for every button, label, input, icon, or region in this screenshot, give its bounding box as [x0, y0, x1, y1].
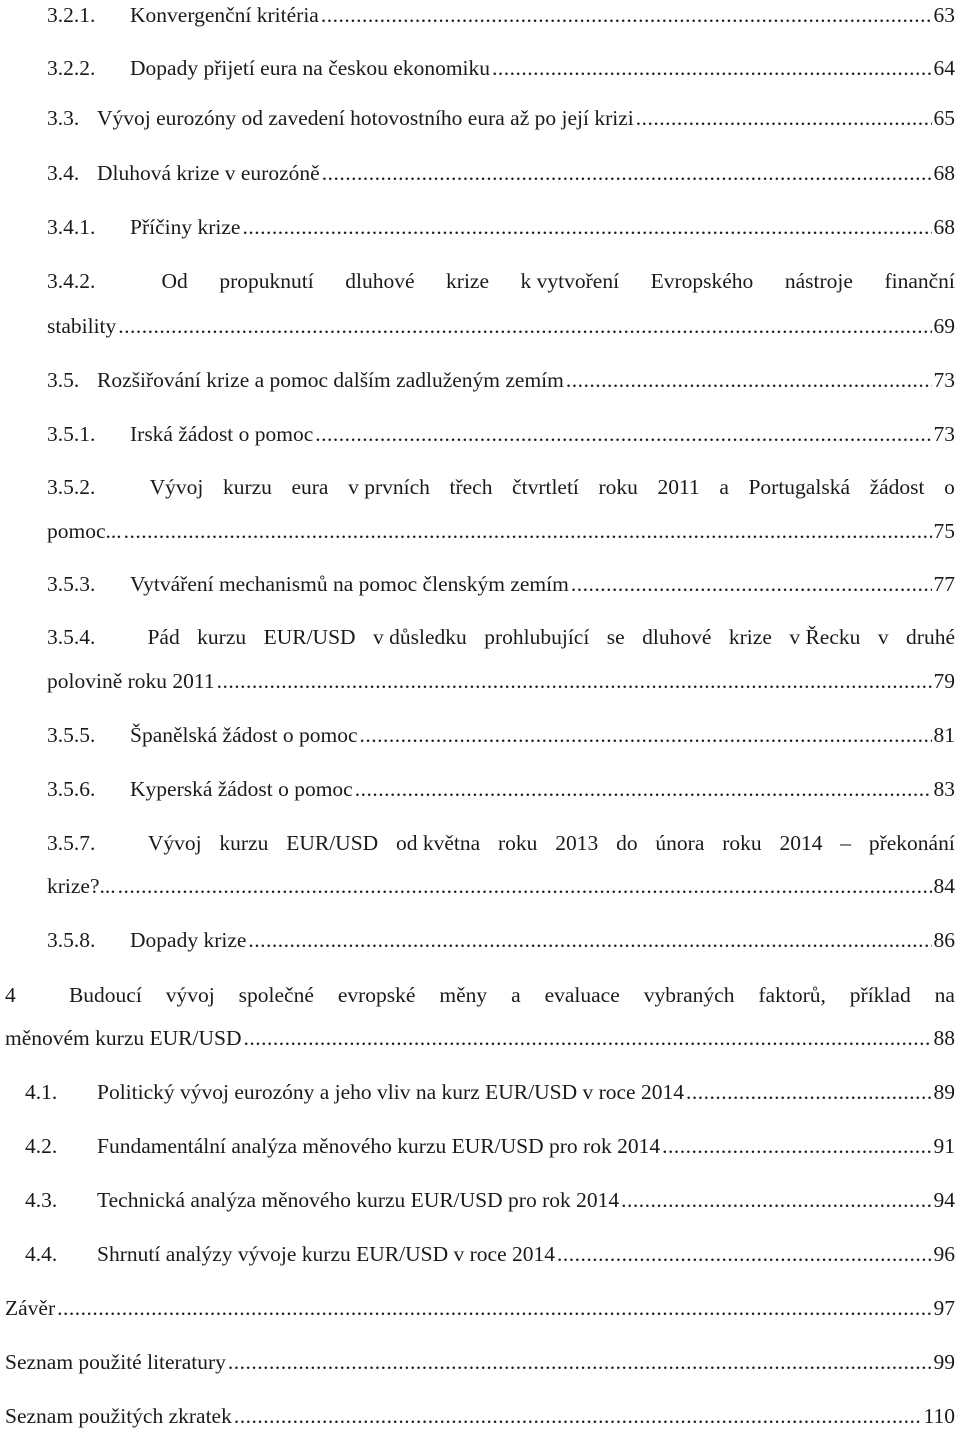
toc-title: stability — [47, 314, 117, 338]
toc-number: 3.5.7. — [47, 831, 96, 855]
toc-title: Seznam použité literatury — [5, 1350, 226, 1374]
dot-leader — [118, 871, 932, 901]
toc-entry-3-2-2[interactable] — [47, 53, 955, 83]
toc-title-word: a — [511, 983, 521, 1007]
toc-number: 4.4. — [25, 1242, 58, 1266]
toc-entry-3-5-7-line2[interactable] — [47, 871, 955, 901]
toc-title-word: společné — [238, 983, 314, 1007]
toc-page-number: 79 — [933, 669, 955, 693]
toc-number: 3.5.3. — [47, 572, 96, 596]
toc-title-word: Pád — [147, 625, 180, 649]
dot-leader — [492, 53, 931, 83]
dot-leader — [124, 516, 932, 546]
toc-title: Vytváření mechanismů na pomoc členským zemím — [130, 572, 569, 596]
toc-title-word: dluhové — [345, 269, 415, 293]
toc-title: Španělská žádost o pomoc — [130, 723, 358, 747]
toc-page-number: 75 — [933, 519, 955, 543]
toc-number: 3.5.8. — [47, 928, 96, 952]
toc-number: 3.5. — [47, 368, 80, 392]
toc-title: Dopady přijetí eura na českou ekonomiku — [130, 56, 491, 80]
toc-number: 4.2. — [25, 1134, 58, 1158]
dot-leader — [322, 158, 932, 188]
toc-page-number: 96 — [933, 1242, 955, 1266]
toc-title: Technická analýza měnového kurzu EUR/USD pro rok 2014 — [97, 1188, 620, 1212]
dot-leader — [228, 1347, 932, 1377]
toc-title-word: nástroje — [784, 269, 853, 293]
toc-title-word: prohlubující — [484, 625, 590, 649]
toc-page-number: 89 — [933, 1080, 955, 1104]
toc-title-word: krize — [446, 269, 490, 293]
toc-entry-4-line2[interactable] — [5, 1023, 955, 1053]
toc-title-word: měny — [439, 983, 488, 1007]
toc-page-number: 88 — [933, 1026, 955, 1050]
toc-entry-3-5-3[interactable] — [47, 569, 955, 599]
toc-entry-3-5-4-line2[interactable] — [47, 666, 955, 696]
toc-entry-3-5-6[interactable] — [47, 774, 955, 804]
dot-leader — [242, 212, 931, 242]
toc-title-word: eura — [291, 475, 329, 499]
toc-title-word: příklad — [849, 983, 911, 1007]
toc-title-word: třech — [449, 475, 493, 499]
toc-page-number: 110 — [923, 1404, 955, 1428]
toc-title-word: Vývoj — [149, 475, 204, 499]
toc-entry-3-2-1[interactable] — [47, 0, 955, 30]
toc-title: Konvergenční kritéria — [130, 3, 319, 27]
dot-leader — [571, 569, 932, 599]
toc-title: Irská žádost o pomoc — [130, 422, 314, 446]
toc-number: 4 — [5, 983, 16, 1007]
toc-title-word: v prvních — [348, 475, 430, 499]
toc-title-word: – — [840, 831, 852, 855]
toc-title-word: evropské — [337, 983, 416, 1007]
toc-page-number: 81 — [933, 723, 955, 747]
toc-entry-3-4-2-line2[interactable] — [47, 311, 955, 341]
toc-title-word: druhé — [906, 625, 955, 649]
toc-title-word: a — [719, 475, 729, 499]
dot-leader — [636, 103, 932, 133]
toc-title-word: Budoucí — [68, 983, 142, 1007]
dot-leader — [557, 1239, 932, 1269]
toc-title-word: do — [616, 831, 638, 855]
toc-title-word: 2011 — [657, 475, 700, 499]
toc-number: 3.5.4. — [47, 625, 96, 649]
toc-number: 3.4. — [47, 161, 80, 185]
toc-entry-3-4-2-line1[interactable] — [47, 266, 955, 296]
dot-leader — [234, 1401, 922, 1431]
dot-leader — [57, 1293, 931, 1323]
toc-title-word: roku — [498, 831, 538, 855]
toc-title-word: 2014 — [779, 831, 823, 855]
toc-entry-4-3[interactable] — [25, 1185, 955, 1215]
toc-entry-4-line1[interactable] — [5, 980, 955, 1010]
toc-title-word: na — [934, 983, 955, 1007]
toc-entry-4-1[interactable] — [25, 1077, 955, 1107]
toc-title: Rozšiřování krize a pomoc dalším zadluženým zemím — [97, 368, 564, 392]
toc-title-word: o — [944, 475, 955, 499]
toc-entry-zkratky[interactable] — [5, 1401, 955, 1431]
toc-number: 3.2.2. — [47, 56, 96, 80]
dot-leader — [243, 1023, 931, 1053]
toc-entry-3-5-7-line1[interactable] — [47, 828, 955, 858]
toc-title-word: vybraných — [643, 983, 735, 1007]
toc-title-word: k vytvoření — [520, 269, 620, 293]
toc-page-number: 63 — [933, 3, 955, 27]
toc-page-number: 69 — [933, 314, 955, 338]
toc-title: Závěr — [5, 1296, 56, 1320]
toc-title-word: od května — [396, 831, 481, 855]
dot-leader — [360, 720, 932, 750]
dot-leader — [248, 925, 931, 955]
toc-entry-3-3[interactable] — [47, 103, 955, 133]
toc-title: Dluhová krize v eurozóně — [97, 161, 320, 185]
toc-title: Vývoj eurozóny od zavedení hotovostního eura až po její krizi — [97, 106, 634, 130]
toc-title: pomoc... — [47, 519, 122, 543]
toc-title-word: EUR/USD — [286, 831, 379, 855]
toc-page-number: 97 — [933, 1296, 955, 1320]
toc-title-word: faktorů, — [758, 983, 826, 1007]
toc-title-word: kurzu — [197, 625, 247, 649]
toc-number: 3.4.1. — [47, 215, 96, 239]
dot-leader — [217, 666, 932, 696]
toc-page-number: 64 — [933, 56, 955, 80]
toc-page-number: 73 — [933, 368, 955, 392]
toc-number: 3.5.2. — [47, 475, 96, 499]
dot-leader — [686, 1077, 932, 1107]
toc-title-word: překonání — [868, 831, 955, 855]
dot-leader — [621, 1185, 931, 1215]
toc-entry-3-5-8[interactable] — [47, 925, 955, 955]
toc-title-word: dluhové — [642, 625, 712, 649]
toc-entry-3-5-1[interactable] — [47, 419, 955, 449]
toc-page-number: 68 — [933, 161, 955, 185]
toc-page-number: 73 — [933, 422, 955, 446]
toc-title-word: kurzu — [222, 475, 272, 499]
toc-title-word: 2013 — [555, 831, 599, 855]
toc-title-word: roku — [598, 475, 638, 499]
toc-title-word: roku — [722, 831, 762, 855]
toc-entry-3-4[interactable] — [47, 158, 955, 188]
toc-title-word: finanční — [884, 269, 955, 293]
toc-entry-3-5-2-line1[interactable] — [47, 472, 955, 502]
toc-title: Politický vývoj eurozóny a jeho vliv na kurz EUR/USD v roce 2014 — [97, 1080, 684, 1104]
toc-title-word: se — [606, 625, 625, 649]
toc-title: měnovém kurzu EUR/USD — [5, 1026, 242, 1050]
toc-number: 3.2.1. — [47, 3, 96, 27]
dot-leader — [662, 1131, 931, 1161]
toc-title-word: února — [655, 831, 705, 855]
toc-title: Dopady krize — [130, 928, 247, 952]
toc-number: 3.3. — [47, 106, 80, 130]
toc-title-word: v — [877, 625, 889, 649]
toc-number: 3.4.2. — [47, 269, 96, 293]
toc-title-word: Od — [161, 269, 188, 293]
dot-leader — [355, 774, 932, 804]
toc-title-word: propuknutí — [219, 269, 314, 293]
toc-number: 4.3. — [25, 1188, 58, 1212]
toc-entry-literatura[interactable] — [5, 1347, 955, 1377]
toc-title: polovině roku 2011 — [47, 669, 215, 693]
toc-title-word: čtvrtletí — [512, 475, 579, 499]
dot-leader — [566, 365, 932, 395]
dot-leader — [315, 419, 931, 449]
toc-title: Fundamentální analýza měnového kurzu EUR/USD pro rok 2014 — [97, 1134, 661, 1158]
toc-title-word: EUR/USD — [263, 625, 356, 649]
toc-title-word: Evropského — [650, 269, 754, 293]
toc-entry-zaver[interactable] — [5, 1293, 955, 1323]
toc-entry-3-5-5[interactable] — [47, 720, 955, 750]
toc-title-word: žádost — [869, 475, 925, 499]
toc-title: Kyperská žádost o pomoc — [130, 777, 353, 801]
toc-title: krize?... — [47, 874, 116, 898]
toc-number: 3.5.1. — [47, 422, 96, 446]
toc-page-number: 83 — [933, 777, 955, 801]
toc-title-word: Vývoj — [147, 831, 202, 855]
dot-leader — [118, 311, 931, 341]
toc-entry-4-4[interactable] — [25, 1239, 955, 1269]
toc-page-number: 68 — [933, 215, 955, 239]
toc-title-word: v důsledku — [373, 625, 467, 649]
toc-page-number: 84 — [933, 874, 955, 898]
toc-title: Příčiny krize — [130, 215, 241, 239]
toc-number: 3.5.6. — [47, 777, 96, 801]
toc-entry-4-2[interactable] — [25, 1131, 955, 1161]
toc-page-number: 86 — [933, 928, 955, 952]
toc-title: Shrnutí analýzy vývoje kurzu EUR/USD v roce 2014 — [97, 1242, 555, 1266]
toc-entry-3-5-2-line2[interactable] — [47, 516, 955, 546]
toc-page-number: 65 — [933, 106, 955, 130]
toc-title-word: vývoj — [165, 983, 215, 1007]
toc-entry-3-5[interactable] — [47, 365, 955, 395]
toc-page-number: 99 — [933, 1350, 955, 1374]
toc-entry-3-4-1[interactable] — [47, 212, 955, 242]
toc-page-number: 94 — [933, 1188, 955, 1212]
toc-title-word: kurzu — [219, 831, 269, 855]
toc-title-word: evaluace — [544, 983, 620, 1007]
toc-title-word: krize — [728, 625, 772, 649]
dot-leader — [321, 0, 932, 30]
toc-number: 4.1. — [25, 1080, 58, 1104]
toc-page-number: 91 — [933, 1134, 955, 1158]
toc-number: 3.5.5. — [47, 723, 96, 747]
toc-page-number: 77 — [933, 572, 955, 596]
toc-entry-3-5-4-line1[interactable] — [47, 622, 955, 652]
toc-title: Seznam použitých zkratek — [5, 1404, 232, 1428]
toc-title-word: v Řecku — [789, 625, 861, 649]
toc-title-word: Portugalská — [748, 475, 850, 499]
